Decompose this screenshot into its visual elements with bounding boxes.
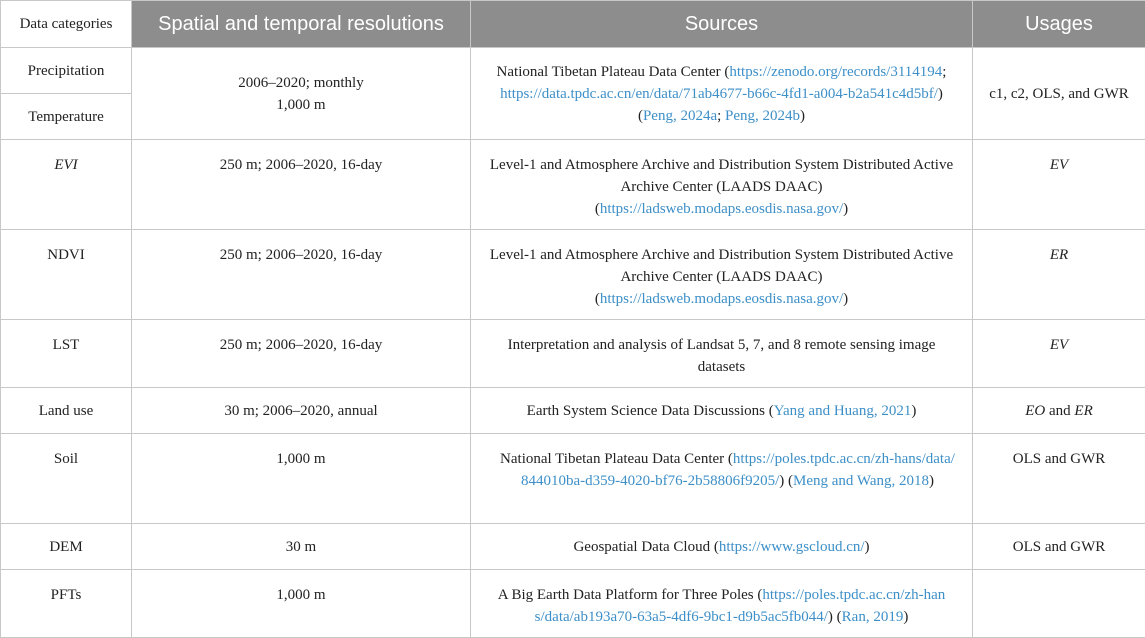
usage-cell	[973, 570, 1145, 638]
category-cell: EVI	[1, 140, 132, 230]
category-cell: Precipitation	[1, 48, 132, 94]
table-row	[1, 570, 1145, 638]
header-row	[1, 1, 1145, 48]
reference-link[interactable]: Ran, 2019	[842, 609, 904, 625]
category-cell: PFTs	[1, 570, 132, 638]
resolution-cell: 30 m; 2006–2020, annual	[132, 388, 471, 434]
source-cell: Level-1 and Atmosphere Archive and Distribution System Distributed Active Archive Center (LAADS DAAC) (https://ladsweb.modaps.eosdis.nasa.gov/)	[471, 230, 973, 320]
usage-cell: OLS and GWR	[973, 524, 1145, 570]
source-link[interactable]: https://zenodo.org/records/3114194	[729, 64, 942, 80]
category-cell: LST	[1, 320, 132, 388]
header-data-categories: Data categories	[1, 1, 132, 48]
source-cell: National Tibetan Plateau Data Center (https://poles.tpdc.ac.cn/zh-hans/data/844010ba-d359-4020-bf76-2b58806f9205/) (Meng and Wang, 2018)	[471, 434, 973, 524]
table-row	[1, 388, 1145, 434]
source-cell: Geospatial Data Cloud (https://www.gscloud.cn/)	[471, 524, 973, 570]
table-row	[1, 140, 1145, 230]
source-link[interactable]: https://data.tpdc.ac.cn/en/data/71ab4677-b66c-4fd1-a004-b2a541c4d5bf/	[500, 86, 938, 102]
reference-link[interactable]: Meng and Wang, 2018	[793, 473, 929, 489]
header-usages: Usages	[973, 1, 1145, 48]
usage-cell: ER	[973, 230, 1145, 320]
table-row	[1, 524, 1145, 570]
source-cell: Earth System Science Data Discussions (Yang and Huang, 2021)	[471, 388, 973, 434]
table-row	[1, 434, 1145, 524]
source-cell: National Tibetan Plateau Data Center (https://zenodo.org/records/3114194; https://data.tpdc.ac.cn/en/data/71ab4677-b66c-4fd1-a004-b2a541c4d5bf/) (Peng, 2024a; Peng, 2024b)	[471, 48, 973, 140]
category-cell: Land use	[1, 388, 132, 434]
usage-cell: EV	[973, 320, 1145, 388]
table-row	[1, 230, 1145, 320]
source-cell: A Big Earth Data Platform for Three Poles (https://poles.tpdc.ac.cn/zh-hans/data/ab193a70-63a5-4df6-9bc1-d9b5ac5fb044/) (Ran, 2019)	[471, 570, 973, 638]
usage-cell: EV	[973, 140, 1145, 230]
header-sources: Sources	[471, 1, 973, 48]
resolution-cell: 1,000 m	[132, 434, 471, 524]
category-cell: Soil	[1, 434, 132, 524]
resolution-cell: 250 m; 2006–2020, 16-day	[132, 230, 471, 320]
reference-link[interactable]: Peng, 2024a	[643, 108, 717, 124]
source-cell: Level-1 and Atmosphere Archive and Distribution System Distributed Active Archive Center (LAADS DAAC) (https://ladsweb.modaps.eosdis.nasa.gov/)	[471, 140, 973, 230]
table-row	[1, 48, 1145, 94]
usage-cell: OLS and GWR	[973, 434, 1145, 524]
source-link[interactable]: https://poles.tpdc.ac.cn/zh-hans/data/844010ba-d359-4020-bf76-2b58806f9205/	[521, 451, 955, 489]
resolution-cell: 1,000 m	[132, 570, 471, 638]
usage-cell: c1, c2, OLS, and GWR	[973, 48, 1145, 140]
source-link[interactable]: https://poles.tpdc.ac.cn/zh-hans/data/ab193a70-63a5-4df6-9bc1-d9b5ac5fb044/	[535, 587, 946, 625]
reference-link[interactable]: Yang and Huang, 2021	[774, 403, 912, 419]
resolution-cell: 30 m	[132, 524, 471, 570]
usage-cell: EO and ER	[973, 388, 1145, 434]
source-cell: Interpretation and analysis of Landsat 5, 7, and 8 remote sensing image datasets	[471, 320, 973, 388]
table-row	[1, 320, 1145, 388]
category-cell: DEM	[1, 524, 132, 570]
category-cell: Temperature	[1, 94, 132, 140]
category-cell: NDVI	[1, 230, 132, 320]
source-link[interactable]: https://ladsweb.modaps.eosdis.nasa.gov/	[600, 201, 843, 217]
resolution-cell: 250 m; 2006–2020, 16-day	[132, 140, 471, 230]
reference-link[interactable]: Peng, 2024b	[725, 108, 800, 124]
resolution-cell: 250 m; 2006–2020, 16-day	[132, 320, 471, 388]
resolution-cell: 2006–2020; monthly 1,000 m	[132, 48, 471, 140]
source-link[interactable]: https://www.gscloud.cn/	[719, 539, 865, 555]
source-link[interactable]: https://ladsweb.modaps.eosdis.nasa.gov/	[600, 291, 843, 307]
header-resolutions: Spatial and temporal resolutions	[132, 1, 471, 48]
